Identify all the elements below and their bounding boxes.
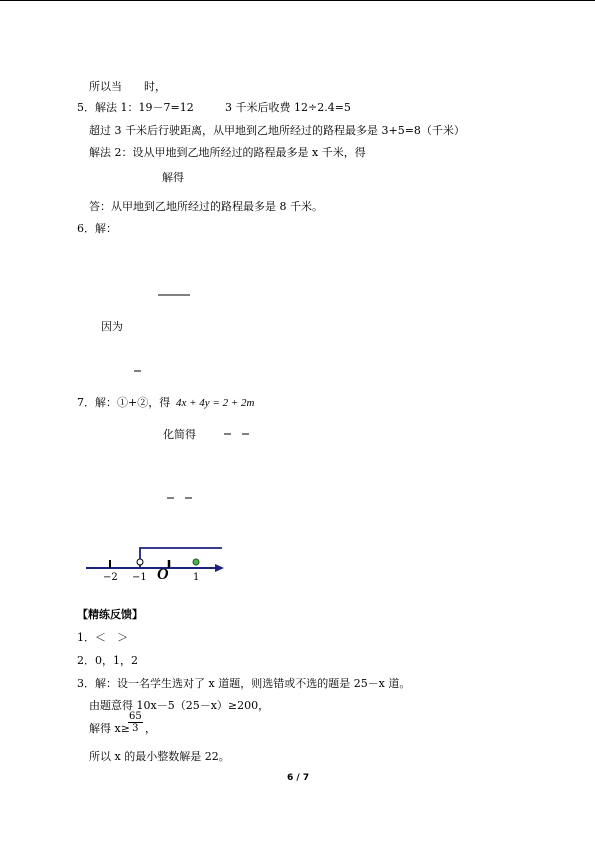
problem-6-heading: 6．解： [77,222,117,235]
fraction [128,711,143,734]
fraction-numerator: 65 [129,711,142,722]
problem-7-heading: 7．解：①+②，得 [77,396,171,409]
open-point [137,559,143,565]
answer-1: 1．＜ ＞ [77,631,128,644]
text-line: 化简得 [163,428,196,441]
closed-point [193,559,199,565]
arrow-icon [215,564,224,572]
problem-5-answer: 答：从甲地到乙地所经过的路程最多是 8 千米。 [89,200,323,213]
axis-label: −1 [132,572,147,583]
answer-3: 3．解：设一名学生选对了 x 道题，则选错或不选的题是 25－x 道。 [77,677,411,690]
problem-5-method-1: 5．解法 1：19－7=12 [77,101,194,114]
problem-5-fee-text: 3 千米后收费 12÷2.4=5 [225,101,351,114]
fraction-denominator: 3 [132,723,139,734]
equation: 4x + 4y = 2 + 2m [176,397,255,409]
text-line: 所以当 时， [89,80,166,93]
text-line: 解得 x≥ [89,722,130,735]
page-number: 6 / 7 [287,773,310,783]
text-line: 所以 x 的最小整数解是 22。 [89,750,230,763]
section-heading: 【精练反馈】 [77,608,143,621]
text-line: 解得 [162,171,184,184]
text-line: 超过 3 千米后行驶距离，从甲地到乙地所经过的路程最多是 3+5=8（千米） [89,124,465,137]
answer-2: 2．0，1，2 [77,654,138,667]
axis-label: −2 [103,572,118,583]
text-line: 由题意得 10x－5（25－x）≥200， [89,699,270,712]
problem-5-method-2: 解法 2：设从甲地到乙地所经过的路程最多是 x 千米，得 [89,146,366,159]
axis-origin-label: O [157,566,169,583]
solution-ray [140,548,222,568]
text-line: 因为 [101,320,123,333]
axis-label: 1 [193,572,200,583]
punctuation: ， [145,722,156,735]
